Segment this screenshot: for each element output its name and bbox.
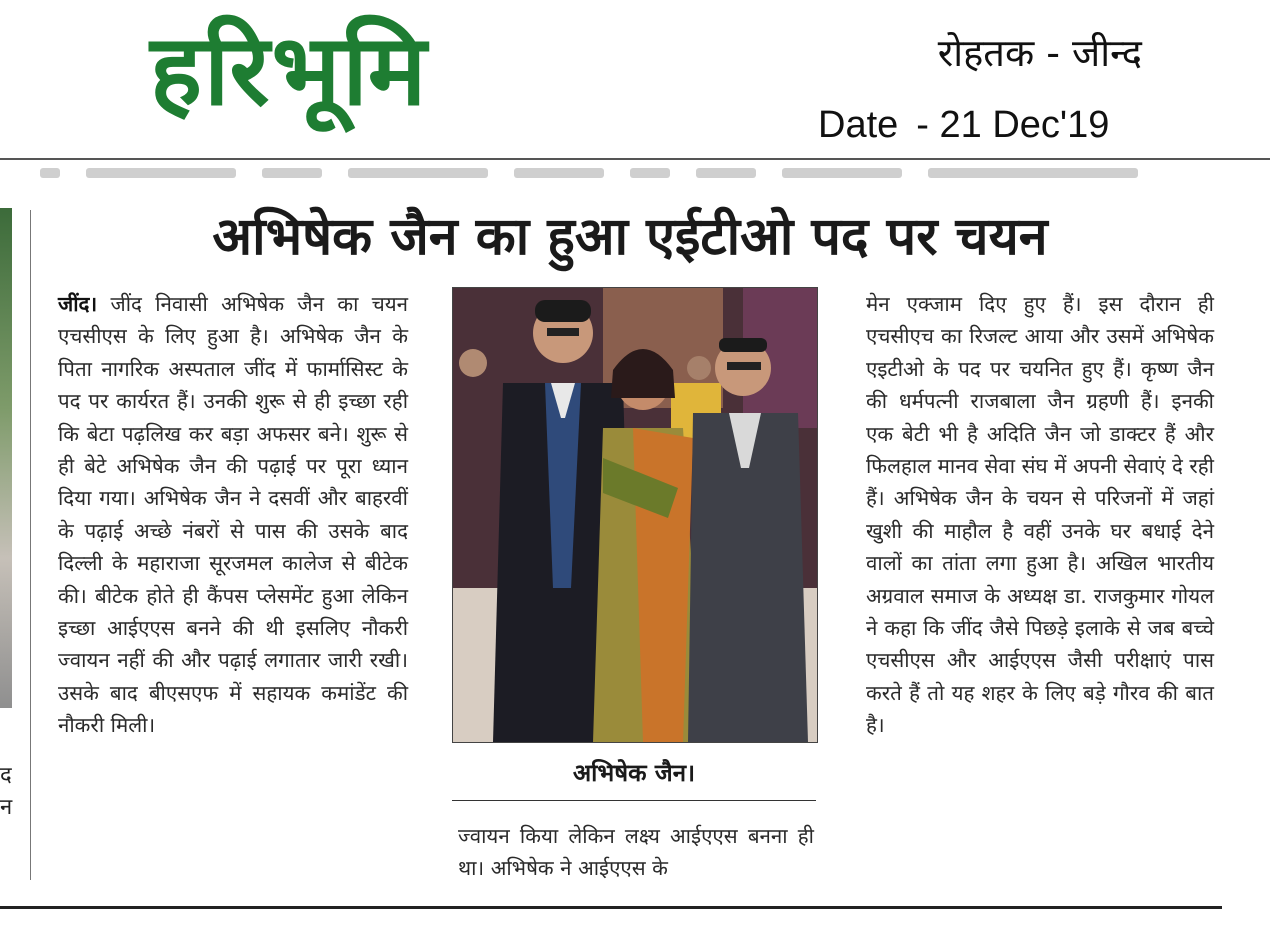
article-column-1-text: जींद निवासी अभिषेक जैन का चयन एचसीएस के लिए हुआ है। अभिषेक जैन के पिता नागरिक अस्पताल जींद में फार्मासिस्ट के पद पर कार्यरत हैं। उनकी शुरू से ही इच्छा रही कि बेटा पढ़लिख कर बड़ा अफसर बने। शुरू से ही बेटे अभिषेक जैन की पढ़ाई पर पूरा ध्यान दिया गया। अभिषेक जैन ने दसवीं और बाहरवीं के पढ़ाई अच्छे नंबरों से पास की उसके बाद दिल्ली के महाराजा सूरजमल कालेज से बीटेक की। बीटेक होते ही कैंपस प्लेसमेंट हुआ लेकिन इच्छा आईएएस बनने की थी इसलिए नौकरी ज्वायन नहीं की और पढ़ाई लगातार जारी रखी। उसके बाद बीएसएफ में सहायक कमांडेंट की नौकरी मिली।	[58, 292, 408, 738]
date-value: - 21 Dec'19	[916, 104, 1110, 146]
date-label: Date	[818, 104, 899, 146]
article-column-3-text: मेन एक्जाम दिए हुए हैं। इस दौरान ही एचसीएच का रिजल्ट आया और उसमें अभिषेक एइटीओ के पद पर चयनित हुए हैं। कृष्ण जैन की धर्मपत्नी राजबाला जैन ग्रहणी हैं। इनकी एक बेटी भी है अदिति जैन जो डाक्टर हैं और फिलहाल मानव सेवा संघ में अपनी सेवाएं दे रही हैं। अभिषेक जैन के चयन से परिजनों में जहां खुशी की माहौल है वहीं उनके घर बधाई देने वालों का तांता लगा हुआ है। अखिल भारतीय अग्रवाल समाज के अध्यक्ष डा. राजकुमार गोयल ने कहा कि जींद जैसे पिछड़े इलाके से जब बच्चे एचसीएस और आईएएस जैसी परीक्षाएं पास करते हैं तो यह शहर के लिए बड़े गौरव की बात है।	[866, 292, 1214, 738]
masthead-divider	[0, 158, 1270, 160]
edition-name: रोहतक - जीन्द	[937, 31, 1142, 75]
neighbour-text-fragments	[0, 760, 12, 824]
column-divider	[30, 210, 31, 880]
neighbour-fragment: द	[0, 763, 12, 788]
article-column-2	[458, 820, 814, 885]
article-dateline: जींद।	[58, 292, 98, 316]
neighbour-fragment: न	[0, 795, 13, 820]
newspaper-logo: हरिभूमि	[150, 14, 429, 128]
photo-caption: अभिषेक जैन।	[572, 759, 696, 787]
caption-divider	[452, 800, 816, 801]
article-bottom-rule	[0, 906, 1222, 909]
photo-illustration	[453, 288, 817, 742]
neighbour-photo-sliver	[0, 208, 12, 708]
article-column-2-text: ज्वायन किया लेकिन लक्ष्य आईएएस बनना ही था। अभिषेक ने आईएएस के	[458, 824, 814, 881]
article-headline: अभिषेक जैन का हुआ एईटीओ पद पर चयन	[212, 207, 1048, 267]
article-column-3	[866, 288, 1214, 742]
edition-date	[818, 104, 1109, 147]
article-photo	[452, 287, 818, 743]
article-column-1	[58, 288, 408, 742]
cutoff-text-strip	[40, 168, 1220, 182]
